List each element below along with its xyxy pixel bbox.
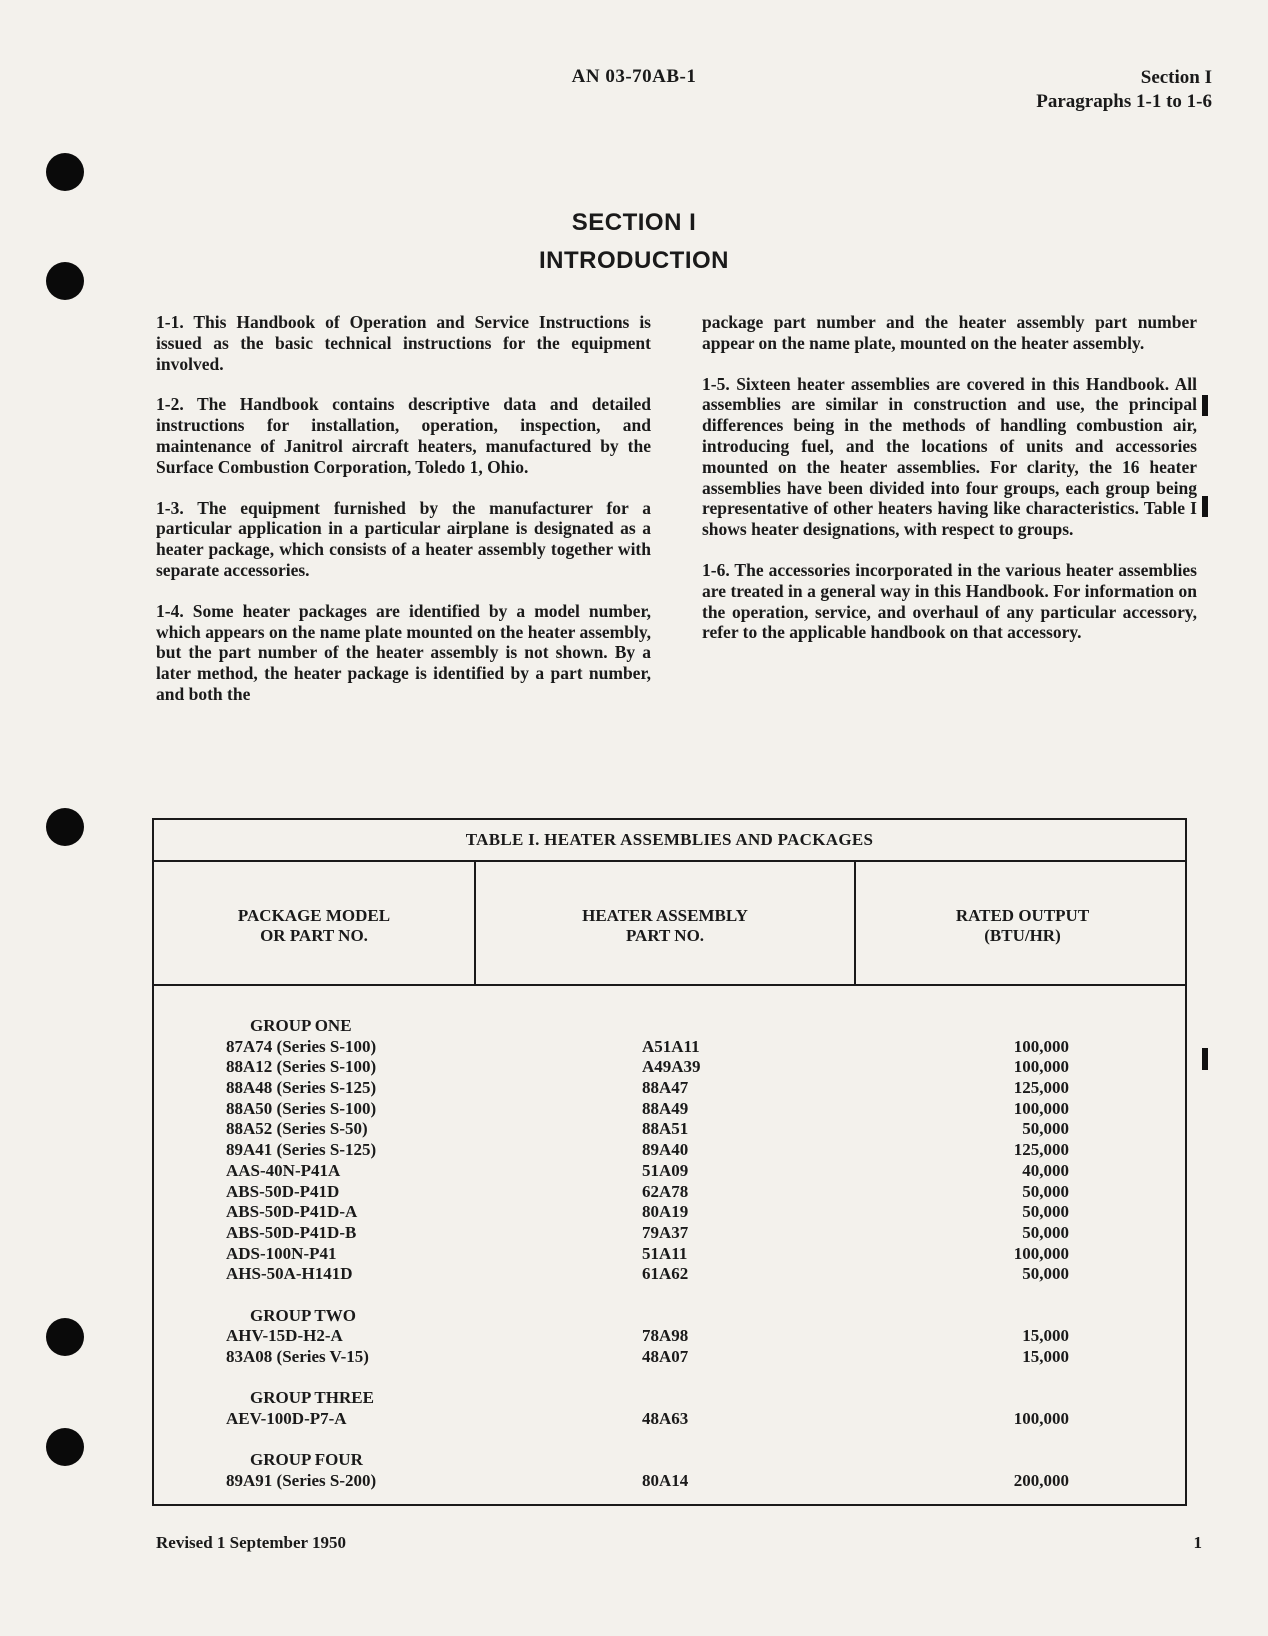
group-label: GROUP THREE	[250, 1388, 374, 1408]
output-cell: 50,000	[1022, 1222, 1069, 1242]
table-row	[154, 1326, 1185, 1347]
paragraph-1-4-cont: package part number and the heater assembly part number appear on the name plate, mounted on the heater assembly.	[702, 312, 1197, 353]
paragraph-1-3: 1-3. The equipment furnished by the manufacturer for a particular application in a particular airplane is designated as a heater package, which consists of a heater assembly together with separate accessories.	[156, 497, 651, 580]
paragraphs-label: Paragraphs 1-1 to 1-6	[1036, 91, 1212, 112]
document-number: AN 03-70AB-1	[571, 66, 697, 87]
group-spacer	[154, 1285, 1185, 1306]
output-cell: 50,000	[1022, 1264, 1069, 1284]
binder-hole	[46, 1428, 84, 1466]
assembly-cell: A49A39	[642, 1057, 701, 1077]
table-row	[154, 1161, 1185, 1182]
table-row	[154, 1223, 1185, 1244]
package-cell: AHS-50A-H141D	[226, 1264, 353, 1284]
output-cell: 50,000	[1022, 1119, 1069, 1139]
package-cell: 83A08 (Series V-15)	[226, 1347, 369, 1367]
package-cell: 89A91 (Series S-200)	[226, 1471, 377, 1491]
table-row	[154, 1078, 1185, 1099]
output-cell: 125,000	[1013, 1140, 1069, 1160]
section-title	[0, 204, 1268, 280]
table-row	[154, 1347, 1185, 1368]
assembly-cell: 61A62	[642, 1264, 689, 1284]
table-row	[154, 1099, 1185, 1120]
column-header-output: RATED OUTPUT (BTU/HR)	[955, 906, 1090, 945]
table-row	[154, 1409, 1185, 1430]
package-cell: ABS-50D-P41D	[226, 1181, 340, 1201]
package-cell: 88A48 (Series S-125)	[226, 1078, 377, 1098]
assembly-cell: 89A40	[642, 1140, 689, 1160]
assembly-cell: 80A14	[642, 1471, 689, 1491]
group-label: GROUP ONE	[250, 1016, 352, 1035]
revision-bar	[1202, 395, 1208, 416]
text-column-right	[702, 312, 1197, 663]
package-cell: 88A50 (Series S-100)	[226, 1098, 377, 1118]
assembly-cell: 48A07	[642, 1347, 689, 1367]
section-number: SECTION I	[571, 209, 697, 236]
paragraph-1-6: 1-6. The accessories incorporated in the various heater assemblies are treated in a general way in this Handbook. For information on the operation, service, and overhaul of any particular accessory, refer to the applicable handbook on that accessory.	[702, 559, 1197, 643]
assembly-cell: 79A37	[642, 1222, 689, 1242]
paragraph-1-1: 1-1. This Handbook of Operation and Service Instructions is issued as the basic technical instructions for the equipment involved.	[156, 312, 651, 374]
heater-table	[152, 818, 1187, 1506]
package-cell: 88A12 (Series S-100)	[226, 1057, 377, 1077]
assembly-cell: 51A11	[642, 1243, 688, 1263]
page-number: 1	[1193, 1533, 1202, 1552]
group-spacer	[154, 1430, 1185, 1451]
column-header-package: PACKAGE MODEL OR PART NO.	[237, 906, 391, 945]
table-row	[154, 1264, 1185, 1285]
header-rule	[154, 984, 1185, 986]
assembly-cell: 88A47	[642, 1078, 689, 1098]
package-cell: AHV-15D-H2-A	[226, 1326, 343, 1346]
assembly-cell: 78A98	[642, 1326, 689, 1346]
output-cell: 15,000	[1022, 1326, 1069, 1346]
output-cell: 100,000	[1013, 1057, 1069, 1077]
output-cell: 50,000	[1022, 1202, 1069, 1222]
table-row	[154, 1057, 1185, 1078]
table-row	[154, 1471, 1185, 1492]
assembly-cell: A51A11	[642, 1036, 700, 1056]
package-cell: ABS-50D-P41D-A	[226, 1202, 358, 1222]
output-cell: 15,000	[1022, 1347, 1069, 1367]
binder-hole	[46, 808, 84, 846]
paragraph-1-4: 1-4. Some heater packages are identified by a model number, which appears on the name plate mounted on the heater assembly, but the part number of the heater assembly is not shown. By a later method, the heater package is identified by a part number, and both the	[156, 600, 651, 704]
output-cell: 100,000	[1013, 1243, 1069, 1263]
paragraph-1-2: 1-2. The Handbook contains descriptive data and detailed instructions for installation, operation, inspection, and maintenance of Janitrol aircraft heaters, manufactured by the Surface Combustion Corporation, Toledo 1, Ohio.	[156, 394, 651, 477]
column-header-assembly: HEATER ASSEMBLY PART NO.	[582, 906, 748, 945]
assembly-cell: 88A49	[642, 1098, 689, 1118]
output-cell: 100,000	[1013, 1098, 1069, 1118]
output-cell: 50,000	[1022, 1181, 1069, 1201]
section-name: INTRODUCTION	[539, 247, 729, 274]
binder-hole	[46, 153, 84, 191]
table-row	[154, 1119, 1185, 1140]
package-cell: 88A52 (Series S-50)	[226, 1119, 368, 1139]
revision-bar	[1202, 1048, 1208, 1070]
output-cell: 125,000	[1013, 1078, 1069, 1098]
output-cell: 100,000	[1013, 1036, 1069, 1056]
section-label: Section I	[1140, 67, 1212, 88]
revision-date: Revised 1 September 1950	[156, 1533, 346, 1552]
package-cell: 89A41 (Series S-125)	[226, 1140, 377, 1160]
package-cell: ADS-100N-P41	[226, 1243, 337, 1263]
table-row	[154, 1140, 1185, 1161]
assembly-cell: 88A51	[642, 1119, 689, 1139]
output-cell: 100,000	[1013, 1409, 1069, 1429]
text-column-left	[156, 312, 651, 725]
package-cell: 87A74 (Series S-100)	[226, 1036, 377, 1056]
assembly-cell: 80A19	[642, 1202, 689, 1222]
assembly-cell: 62A78	[642, 1181, 689, 1201]
revision-bar	[1202, 496, 1208, 517]
table-row	[154, 1202, 1185, 1223]
package-cell: AEV-100D-P7-A	[226, 1409, 347, 1429]
binder-hole	[46, 1318, 84, 1356]
group-label: GROUP TWO	[250, 1305, 356, 1325]
group-label: GROUP FOUR	[250, 1450, 363, 1470]
table-row	[154, 1244, 1185, 1265]
paragraph-1-5: 1-5. Sixteen heater assemblies are covered in this Handbook. All assemblies are similar in construction and use, the principal differences being in the methods of handling combustion air, introducing fuel, and the locations of units and accessories mounted on the heater assemblies. For clarity, the 16 heater assemblies have been divided into four groups, each group being representative of other heaters having like characteristics. Table I shows heater designations, with respect to groups.	[702, 373, 1197, 540]
output-cell: 40,000	[1022, 1160, 1069, 1180]
table-body	[154, 1016, 1185, 1492]
output-cell: 200,000	[1013, 1471, 1069, 1491]
group-spacer	[154, 1368, 1185, 1389]
section-reference	[1036, 66, 1212, 114]
table-row	[154, 1182, 1185, 1203]
table-row	[154, 1037, 1185, 1058]
assembly-cell: 51A09	[642, 1160, 689, 1180]
package-cell: ABS-50D-P41D-B	[226, 1222, 357, 1242]
package-cell: AAS-40N-P41A	[226, 1160, 341, 1180]
assembly-cell: 48A63	[642, 1409, 689, 1429]
table-title: TABLE I. HEATER ASSEMBLIES AND PACKAGES	[154, 820, 1185, 862]
